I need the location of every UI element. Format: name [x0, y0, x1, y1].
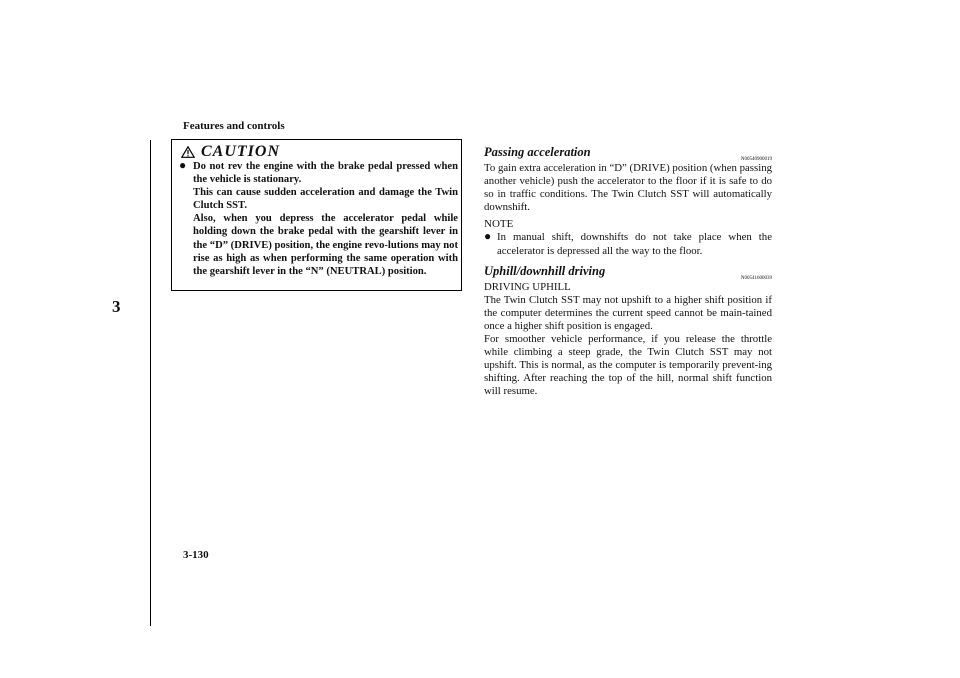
passing-body: To gain extra acceleration in “D” (DRIVE) position (when passing another vehicle) push the accelerator to the floor if it is safe to do so in traffic conditions. The Twin Clutch SST will automatically downshift.	[484, 162, 772, 214]
caution-paragraph: This can cause sudden acceleration and damage the Twin Clutch SST.	[193, 187, 458, 212]
caution-bullet: ●	[179, 158, 187, 172]
page-number: 3-130	[183, 549, 209, 561]
uphill-paragraph: For smoother vehicle performance, if you release the throttle while climbing a steep grade, the Twin Clutch SST may not upshift. This is normal, as the computer is temporarily prevent-ing shifting. After reaching the top of the hill, normal shift function will resume.	[484, 333, 772, 398]
note-label: NOTE	[484, 218, 514, 231]
caution-paragraph: Do not rev the engine with the brake pedal pressed when the vehicle is stationary.	[193, 161, 458, 186]
caution-title: CAUTION	[201, 143, 281, 160]
section-title: Uphill/downhill driving	[484, 263, 606, 278]
note-item	[484, 231, 772, 257]
section-title: Passing acceleration	[484, 145, 591, 159]
caution-text	[179, 160, 458, 278]
section-code: N00541600039	[740, 275, 772, 281]
uphill-downhill-heading	[484, 265, 772, 281]
warning-triangle-icon	[181, 146, 195, 158]
chapter-tab-divider	[150, 140, 151, 626]
passing-acceleration-heading	[484, 146, 772, 162]
right-column	[484, 146, 772, 399]
caution-heading	[181, 143, 280, 161]
uphill-paragraph: The Twin Clutch SST may not upshift to a higher shift position if the computer determines the current speed cannot be main-tained once a higher shift position is engaged.	[484, 293, 772, 332]
note-text: In manual shift, downshifts do not take place when the accelerator is depressed all the way to the floor.	[497, 231, 772, 257]
caution-box	[171, 139, 462, 291]
subheading: DRIVING UPHILL	[484, 280, 571, 293]
section-header: Features and controls	[183, 120, 285, 132]
section-code: N00540900019	[740, 157, 772, 162]
chapter-number: 3	[112, 297, 121, 316]
note-bullet: ●	[484, 229, 492, 244]
caution-paragraph: Also, when you depress the accelerator pedal while holding down the brake pedal with the gearshift lever in the “D” (DRIVE) position, the engine revo-lutions may not rise as high as when performing the same operation with the gearshift lever in the “N” (NEUTRAL) position.	[193, 213, 458, 277]
